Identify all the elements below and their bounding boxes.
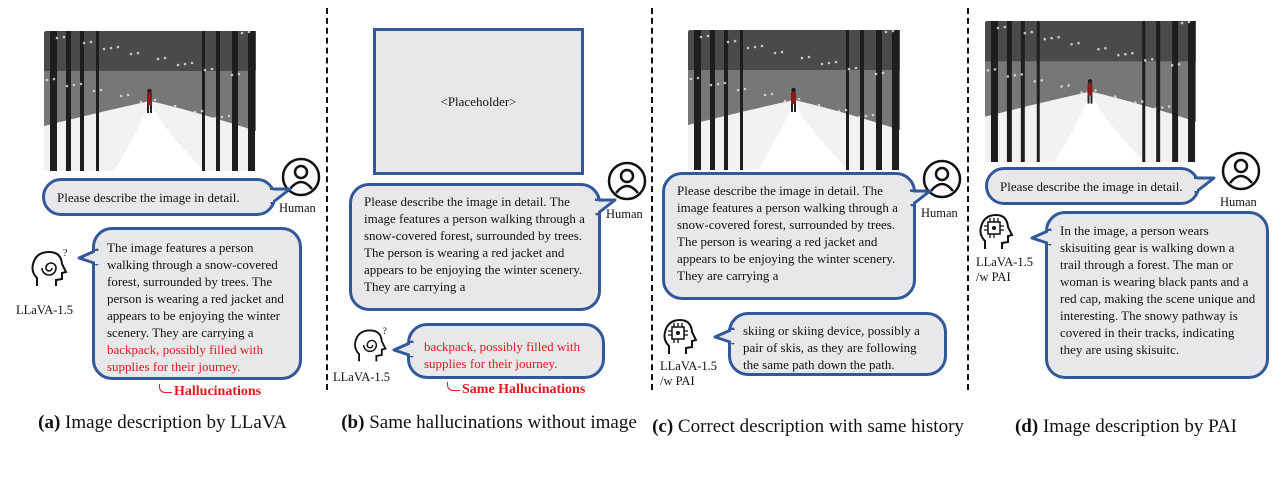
prompt-history-text: Please describe the image in detail. The image features a person walking through a snow-covered forest, surrounded by trees. The person is wearing a red jacket and appears to be enjoying the winter scenery. They are carrying a [364, 194, 585, 294]
prompt-bubble [42, 178, 276, 216]
prompt-text: Please describe the image in detail. [57, 190, 240, 205]
hallucinated-text: backpack, possibly filled with supplies for their journey. [107, 342, 263, 374]
caption-a: (a) Image description by LLaVA [38, 412, 287, 433]
response-bubble [728, 312, 947, 376]
model-label: LLaVA-1.5 [333, 370, 391, 384]
response-text: The image features a person walking through a snow-covered forest, surrounded by trees. The person is wearing a red jacket and appears to be enjoying the winter scenery. They are carrying a [107, 240, 284, 340]
hallucinated-text: backpack, possibly filled with supplies for their journey. [424, 339, 580, 371]
human-label: Human [279, 201, 316, 215]
human-label: Human [606, 207, 643, 221]
snow-forest-photo-a [44, 31, 256, 171]
llava-head-icon [27, 246, 71, 290]
image-placeholder: <Placeholder> [373, 28, 584, 175]
response-text: skiing or skiing device, possibly a pair of skis, as they are following the same path down the path. [743, 323, 920, 372]
svg-text:?: ? [382, 326, 387, 337]
response-text: In the image, a person wears skisuiting gear is walking down a trail through a forest. The man or woman is wearing black pants and a red cap, making the scene unique and interesting. The snowy pathway is covered in their tracks, indicating they are using skisuitc. [1060, 223, 1256, 357]
prompt-history-bubble [662, 172, 916, 300]
human-avatar-icon [607, 161, 647, 201]
svg-text:?: ? [63, 248, 68, 259]
hallucinations-note: Hallucinations [159, 384, 261, 400]
human-label: Human [921, 206, 958, 220]
caption-b: (b) Same hallucinations without image [341, 412, 637, 433]
response-bubble [407, 323, 605, 379]
prompt-history-bubble [349, 183, 601, 311]
pai-robot-head-icon [976, 209, 1016, 253]
model-label: LLaVA-1.5 /w PAI [976, 255, 1034, 284]
prompt-history-text: Please describe the image in detail. The image features a person walking through a snow-covered forest, surrounded by trees. The person is wearing a red jacket and appears to be enjoying the winter scenery. They are carrying a [677, 183, 898, 283]
panel-divider-1 [326, 8, 328, 390]
pai-robot-head-icon [660, 314, 700, 358]
caption-d: (d) Image description by PAI [1014, 416, 1237, 437]
snow-forest-photo-d [985, 21, 1196, 162]
human-avatar-icon [1221, 151, 1261, 191]
snow-forest-photo-c [688, 30, 900, 170]
panel-divider-3 [967, 8, 969, 390]
response-bubble [1045, 211, 1269, 379]
response-bubble [92, 227, 302, 380]
caption-c: (c) Correct description with same history [652, 416, 964, 437]
prompt-bubble [985, 167, 1200, 205]
same-hallucinations-note: Same Hallucinations [447, 382, 585, 398]
prompt-text: Please describe the image in detail. [1000, 179, 1183, 194]
llava-head-icon [350, 323, 390, 367]
model-label: LLaVA-1.5 /w PAI [660, 359, 718, 388]
model-label: LLaVA-1.5 [16, 303, 74, 317]
human-label: Human [1220, 195, 1257, 209]
panel-divider-2 [651, 8, 653, 390]
